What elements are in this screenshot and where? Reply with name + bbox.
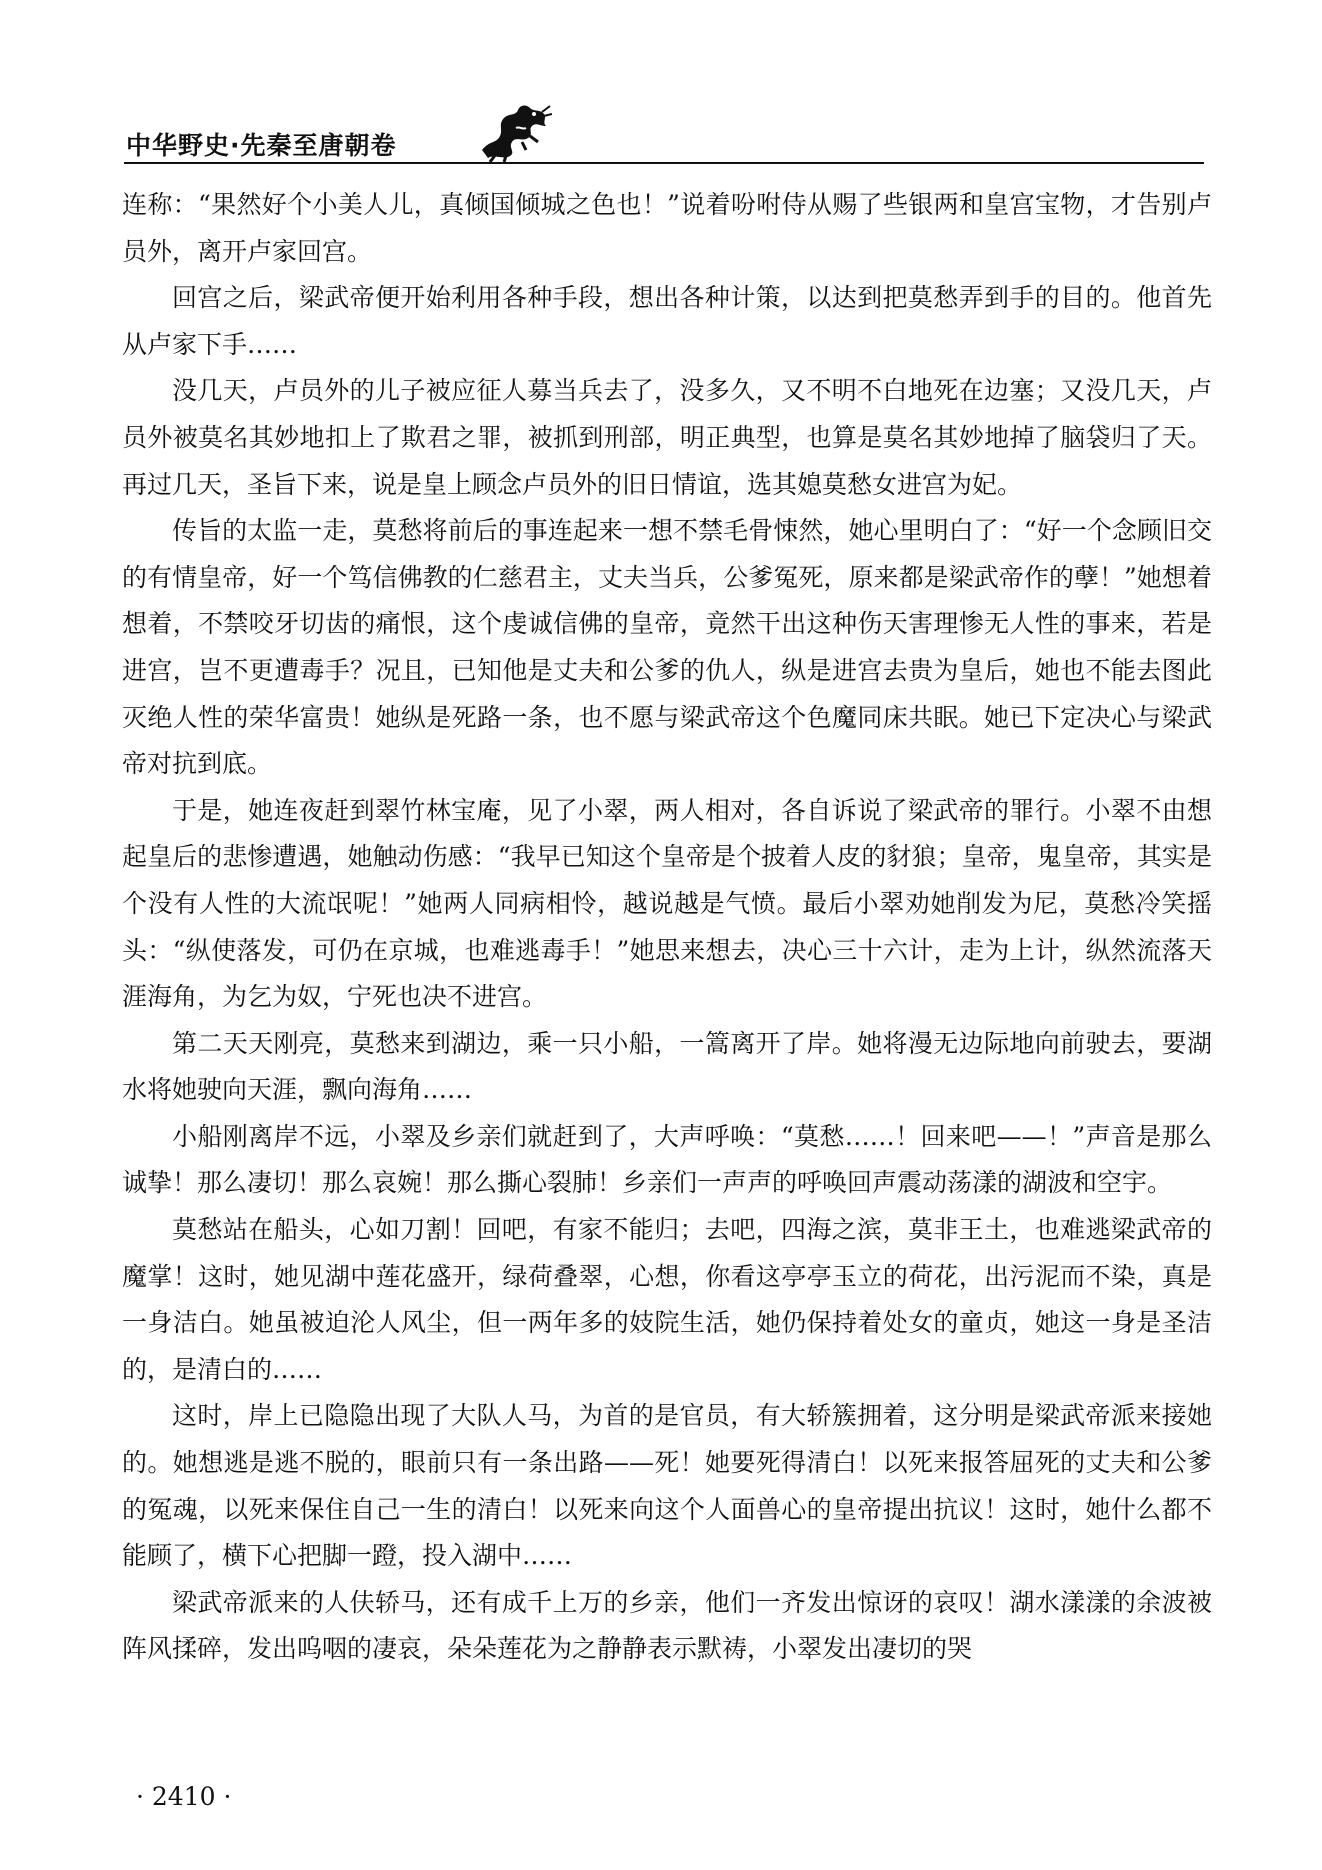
running-header (124, 100, 1204, 166)
paragraph: 这时，岸上已隐隐出现了大队人马，为首的是官员，有大轿簇拥着，这分明是梁武帝派来接她的。她想逃是逃不脱的，眼前只有一条出路——死！她要死得清白！以死来报答屈死的丈夫和公爹的冤魂，以死来保住自己一生的清白！以死来向这个人面兽心的皇帝提出抗议！这时，她什么都不能顾了，横下心把脚一蹬，投入湖中…… (122, 1401, 1212, 1571)
paragraph: 连称：“果然好个小美人儿，真倾国倾城之色也！”说着吩咐侍从赐了些银两和皇宫宝物，才告别卢员外，离开卢家回宫。 (122, 190, 1212, 266)
book-title: 中华野史·先秦至唐朝卷 (126, 131, 397, 160)
dragon-emblem-icon (476, 100, 552, 162)
body-text (122, 182, 1212, 1673)
paragraph: 回宫之后，梁武帝便开始利用各种手段，想出各种计策，以达到把莫愁弄到手的目的。他首先从卢家下手…… (122, 283, 1212, 359)
page-number: · 2410 · (136, 1782, 232, 1811)
paragraph: 于是，她连夜赶到翠竹林宝庵，见了小翠，两人相对，各自诉说了梁武帝的罪行。小翠不由想起皇后的悲惨遭遇，她触动伤感：“我早已知这个皇帝是个披着人皮的豺狼；皇帝，鬼皇帝，其实是个没有人性的大流氓呢！”她两人同病相怜，越说越是气愤。最后小翠劝她削发为尼，莫愁冷笑摇头：“纵使落发，可仍在京城，也难逃毒手！”她思来想去，决心三十六计，走为上计，纵然流落天涯海角，为乞为奴，宁死也决不进宫。 (122, 795, 1212, 1012)
paragraph: 传旨的太监一走，莫愁将前后的事连起来一想不禁毛骨悚然，她心里明白了：“好一个念顾旧交的有情皇帝，好一个笃信佛教的仁慈君主，丈夫当兵，公爹冤死，原来都是梁武帝作的孽！”她想着想着，不禁咬牙切齿的痛恨，这个虔诚信佛的皇帝，竟然干出这种伤天害理惨无人性的事来，若是进宫，岂不更遭毒手？况且，已知他是丈夫和公爹的仇人，纵是进宫去贵为皇后，她也不能去图此灭绝人性的荣华富贵！她纵是死路一条，也不愿与梁武帝这个色魔同床共眠。她已下定决心与梁武帝对抗到底。 (122, 516, 1212, 779)
paragraph: 第二天天刚亮，莫愁来到湖边，乘一只小船，一篙离开了岸。她将漫无边际地向前驶去，要湖水将她驶向天涯，飘向海角…… (122, 1028, 1212, 1105)
paragraph: 小船刚离岸不远，小翠及乡亲们就赶到了，大声呼唤：“莫愁……！回来吧——！”声音是那么诚挚！那么凄切！那么哀婉！那么撕心裂肺！乡亲们一声声的呼唤回声震动荡漾的湖波和空宇。 (122, 1121, 1212, 1198)
header-divider (124, 162, 1204, 164)
paragraph: 莫愁站在船头，心如刀割！回吧，有家不能归；去吧，四海之滨，莫非王土，也难逃梁武帝的魔掌！这时，她见湖中莲花盛开，绿荷叠翠，心想，你看这亭亭玉立的荷花，出污泥而不染，真是一身洁白。她虽被迫沦人风尘，但一两年多的妓院生活，她仍保持着处女的童贞，她这一身是圣洁的，是清白的…… (122, 1215, 1212, 1384)
paragraph: 没几天，卢员外的儿子被应征人募当兵去了，没多久，又不明不白地死在边塞；又没几天，卢员外被莫名其妙地扣上了欺君之罪，被抓到刑部，明正典型，也算是莫名其妙地掉了脑袋归了天。再过几天，圣旨下来，说是皇上顾念卢员外的旧日情谊，选其媳莫愁女进宫为妃。 (122, 376, 1212, 499)
paragraph: 梁武帝派来的人伕轿马，还有成千上万的乡亲，他们一齐发出惊讶的哀叹！湖水漾漾的余波被阵风揉碎，发出呜咽的凄哀，朵朵莲花为之静静表示默祷，小翠发出凄切的哭 (122, 1587, 1212, 1664)
